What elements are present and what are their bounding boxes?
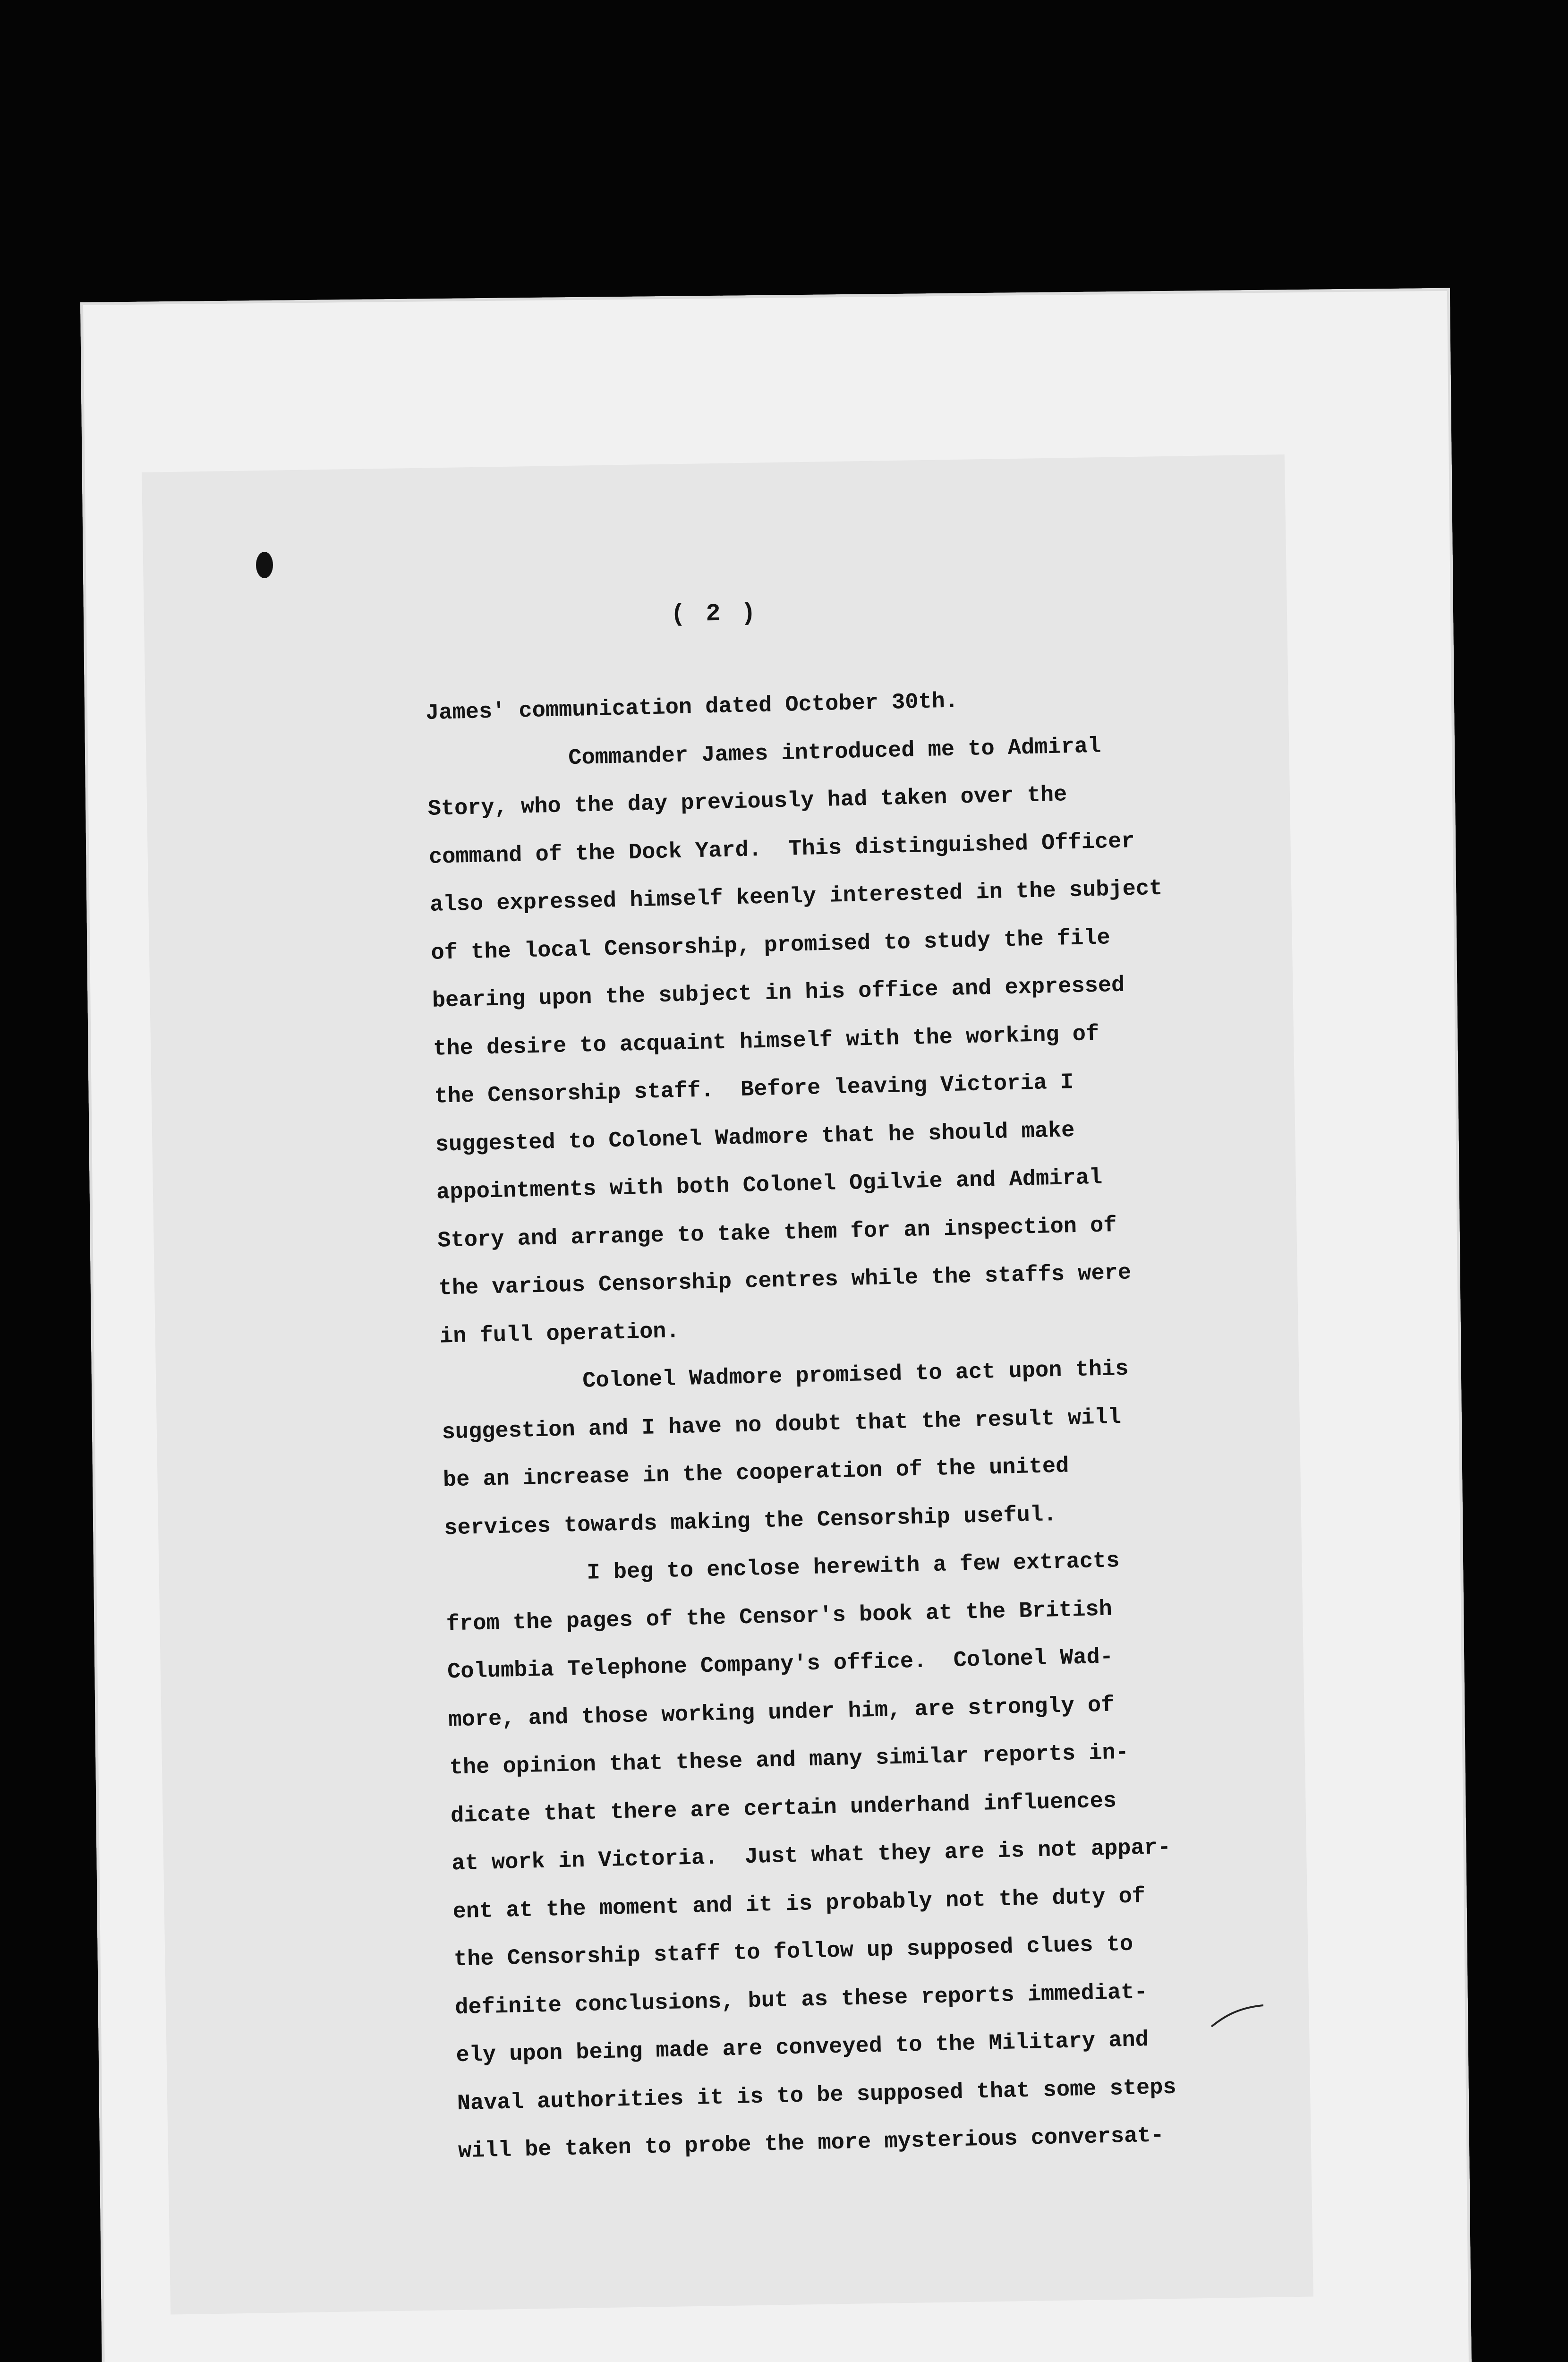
typed-line: suggested to Colonel Wadmore that he should make [435,1118,1075,1158]
typed-line: of the local Censorship, promised to study the file [431,925,1111,966]
typed-line: ely upon being made are conveyed to the Military and [456,2027,1149,2069]
typed-line: the Censorship staff to follow up supposed clues to [453,1932,1133,1973]
typed-line: at work in Victoria. Just what they are is not appar- [451,1835,1171,1877]
typed-line: Story, who the day previously had taken over the [427,782,1067,822]
typed-line: dicate that there are certain underhand influences [450,1788,1117,1829]
typed-line: ent at the moment and it is probably not the duty of [452,1883,1146,1925]
typed-line: also expressed himself keenly interested in the subject [429,876,1163,918]
typed-line: appointments with both Colonel Ogilvie and Admiral [436,1165,1103,1206]
typed-line: services towards making the Censorship useful. [443,1502,1057,1541]
typed-line: suggestion and I have no doubt that the result will [442,1404,1122,1446]
page-number: ( 2 ) [670,599,759,629]
typed-line: I beg to enclose herewith a few extracts [586,1549,1120,1586]
typed-line: command of the Dock Yard. This distinguished Officer [428,829,1135,870]
typed-line: the Censorship staff. Before leaving Victoria I [434,1070,1074,1110]
typed-line: from the pages of the Censor's book at the British [446,1597,1113,1637]
typed-line: the opinion that these and many similar reports in- [449,1740,1129,1781]
typed-line: James' communication dated October 30th. [425,689,959,726]
typed-line: will be taken to probe the more mysterious conversat- [458,2123,1165,2165]
typed-line: more, and those working under him, are strongly of [448,1692,1115,1733]
typed-line: definite conclusions, but as these reports immediat- [454,1979,1148,2020]
typed-line: the various Censorship centres while the staffs were [438,1260,1132,1301]
typed-line: bearing upon the subject in his office and expressed [432,973,1125,1014]
typed-line: in full operation. [439,1318,680,1350]
typed-line: Story and arrange to take them for an inspection of [437,1213,1117,1254]
typed-line: Naval authorities it is to be supposed that some steps [457,2075,1177,2116]
typed-line: the desire to acquaint himself with the working of [433,1021,1099,1062]
letter-body [425,671,1285,2175]
typed-line: Colonel Wadmore promised to act upon this [582,1356,1129,1394]
binder-hole [256,552,273,578]
pen-tick-mark [1209,2003,1266,2031]
typed-line: Columbia Telephone Company's office. Colonel Wad- [447,1644,1114,1685]
typed-line: be an increase in the cooperation of the united [443,1454,1069,1493]
typed-line: Commander James introduced me to Admiral [568,734,1101,771]
